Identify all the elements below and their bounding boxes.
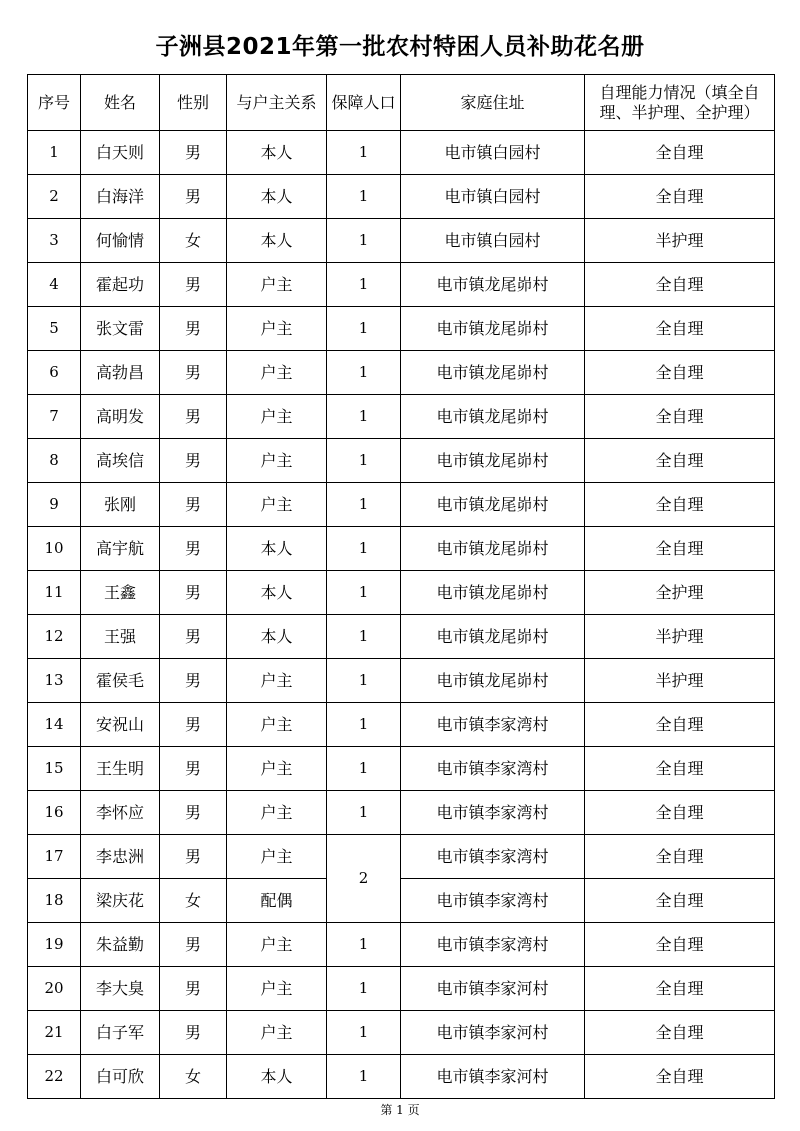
cell-ability: 全自理: [585, 395, 775, 439]
cell-no: 15: [28, 747, 81, 791]
cell-ability: 全自理: [585, 263, 775, 307]
cell-name: 王生明: [81, 747, 160, 791]
cell-name: 李忠洲: [81, 835, 160, 879]
cell-relation: 户主: [227, 747, 327, 791]
cell-gender: 男: [160, 263, 227, 307]
cell-ability: 半护理: [585, 615, 775, 659]
table-row: [28, 439, 775, 483]
cell-no: 12: [28, 615, 81, 659]
cell-ability: 全自理: [585, 747, 775, 791]
cell-population: 1: [327, 791, 401, 835]
cell-relation: 本人: [227, 527, 327, 571]
cell-name: 何愉情: [81, 219, 160, 263]
cell-ability: 半护理: [585, 659, 775, 703]
cell-ability: 全自理: [585, 131, 775, 175]
table-row: [28, 263, 775, 307]
cell-no: 3: [28, 219, 81, 263]
cell-no: 20: [28, 967, 81, 1011]
cell-address: 电市镇李家河村: [401, 1011, 585, 1055]
cell-no: 11: [28, 571, 81, 615]
cell-name: 高明发: [81, 395, 160, 439]
cell-address: 电市镇龙尾峁村: [401, 351, 585, 395]
cell-population: 1: [327, 307, 401, 351]
header-no: 序号: [28, 75, 81, 131]
table-row: [28, 175, 775, 219]
table-row: [28, 571, 775, 615]
cell-name: 霍侯毛: [81, 659, 160, 703]
cell-name: 白子军: [81, 1011, 160, 1055]
cell-address: 电市镇龙尾峁村: [401, 307, 585, 351]
cell-gender: 男: [160, 703, 227, 747]
cell-population: 1: [327, 131, 401, 175]
cell-name: 朱益勤: [81, 923, 160, 967]
cell-no: 7: [28, 395, 81, 439]
table-row: [28, 923, 775, 967]
cell-relation: 本人: [227, 131, 327, 175]
cell-no: 4: [28, 263, 81, 307]
table-header: [28, 75, 775, 131]
cell-gender: 男: [160, 615, 227, 659]
page-title: 子洲县2021年第一批农村特困人员补助花名册: [155, 34, 645, 60]
cell-address: 电市镇李家湾村: [401, 835, 585, 879]
table-row: [28, 659, 775, 703]
page-footer: 第 1 页: [380, 1103, 420, 1117]
cell-name: 梁庆花: [81, 879, 160, 923]
table-row: [28, 703, 775, 747]
cell-no: 17: [28, 835, 81, 879]
table-row: [28, 967, 775, 1011]
table-row: [28, 351, 775, 395]
roster-table: [27, 74, 775, 1099]
cell-gender: 男: [160, 483, 227, 527]
cell-gender: 男: [160, 307, 227, 351]
cell-relation: 户主: [227, 351, 327, 395]
header-relation: 与户主关系: [227, 75, 327, 131]
cell-relation: 户主: [227, 307, 327, 351]
cell-no: 19: [28, 923, 81, 967]
table-row: [28, 307, 775, 351]
cell-no: 13: [28, 659, 81, 703]
cell-relation: 户主: [227, 659, 327, 703]
cell-gender: 男: [160, 791, 227, 835]
cell-gender: 男: [160, 351, 227, 395]
cell-population: 1: [327, 615, 401, 659]
cell-gender: 男: [160, 527, 227, 571]
cell-population: 1: [327, 703, 401, 747]
cell-address: 电市镇李家河村: [401, 1055, 585, 1099]
cell-address: 电市镇李家湾村: [401, 703, 585, 747]
cell-gender: 男: [160, 835, 227, 879]
cell-relation: 户主: [227, 967, 327, 1011]
cell-address: 电市镇李家湾村: [401, 879, 585, 923]
cell-population: 1: [327, 747, 401, 791]
cell-population: 1: [327, 659, 401, 703]
cell-name: 李大臭: [81, 967, 160, 1011]
cell-name: 高埃信: [81, 439, 160, 483]
cell-relation: 本人: [227, 615, 327, 659]
cell-no: 8: [28, 439, 81, 483]
cell-population: 1: [327, 967, 401, 1011]
cell-no: 16: [28, 791, 81, 835]
cell-address: 电市镇李家河村: [401, 967, 585, 1011]
table-row: [28, 615, 775, 659]
cell-ability: 全自理: [585, 703, 775, 747]
cell-gender: 男: [160, 967, 227, 1011]
cell-name: 安祝山: [81, 703, 160, 747]
cell-population: 1: [327, 395, 401, 439]
header-address: 家庭住址: [401, 75, 585, 131]
cell-ability: 全护理: [585, 571, 775, 615]
cell-name: 白海洋: [81, 175, 160, 219]
cell-relation: 户主: [227, 263, 327, 307]
cell-ability: 全自理: [585, 351, 775, 395]
cell-population: 1: [327, 571, 401, 615]
cell-address: 电市镇龙尾峁村: [401, 527, 585, 571]
table-row: [28, 219, 775, 263]
cell-relation: 户主: [227, 483, 327, 527]
cell-relation: 户主: [227, 923, 327, 967]
cell-gender: 男: [160, 747, 227, 791]
cell-no: 1: [28, 131, 81, 175]
cell-population: 1: [327, 483, 401, 527]
cell-address: 电市镇白园村: [401, 219, 585, 263]
table-row: [28, 835, 775, 879]
cell-address: 电市镇白园村: [401, 175, 585, 219]
cell-no: 5: [28, 307, 81, 351]
cell-relation: 户主: [227, 703, 327, 747]
table-row: [28, 1011, 775, 1055]
header-row: [28, 75, 775, 131]
cell-name: 霍起功: [81, 263, 160, 307]
cell-population: 1: [327, 1055, 401, 1099]
table-row: [28, 791, 775, 835]
cell-name: 王强: [81, 615, 160, 659]
cell-ability: 全自理: [585, 791, 775, 835]
cell-relation: 户主: [227, 791, 327, 835]
cell-ability: 全自理: [585, 879, 775, 923]
cell-address: 电市镇李家湾村: [401, 923, 585, 967]
cell-address: 电市镇龙尾峁村: [401, 439, 585, 483]
table-row: [28, 527, 775, 571]
cell-ability: 全自理: [585, 483, 775, 527]
cell-relation: 户主: [227, 395, 327, 439]
cell-gender: 女: [160, 219, 227, 263]
cell-no: 2: [28, 175, 81, 219]
cell-name: 张刚: [81, 483, 160, 527]
cell-gender: 男: [160, 175, 227, 219]
cell-ability: 全自理: [585, 923, 775, 967]
cell-ability: 全自理: [585, 175, 775, 219]
header-population: 保障人口: [327, 75, 401, 131]
cell-ability: 全自理: [585, 1055, 775, 1099]
table-row: [28, 131, 775, 175]
cell-relation: 本人: [227, 1055, 327, 1099]
cell-ability: 全自理: [585, 307, 775, 351]
cell-ability: 半护理: [585, 219, 775, 263]
cell-relation: 户主: [227, 1011, 327, 1055]
cell-address: 电市镇李家湾村: [401, 747, 585, 791]
header-name: 姓名: [81, 75, 160, 131]
cell-no: 9: [28, 483, 81, 527]
cell-ability: 全自理: [585, 439, 775, 483]
cell-population: 1: [327, 263, 401, 307]
cell-population: 1: [327, 527, 401, 571]
cell-gender: 男: [160, 439, 227, 483]
cell-gender: 男: [160, 923, 227, 967]
cell-name: 高勃昌: [81, 351, 160, 395]
cell-gender: 女: [160, 879, 227, 923]
cell-population: 1: [327, 351, 401, 395]
cell-relation: 本人: [227, 175, 327, 219]
cell-address: 电市镇龙尾峁村: [401, 659, 585, 703]
cell-relation: 本人: [227, 219, 327, 263]
table-row: [28, 1055, 775, 1099]
cell-address: 电市镇龙尾峁村: [401, 571, 585, 615]
header-ability: 自理能力情况（填全自理、半护理、全护理）: [585, 75, 775, 131]
cell-population: 1: [327, 923, 401, 967]
cell-population: 1: [327, 1011, 401, 1055]
table-row: [28, 395, 775, 439]
cell-name: 高宇航: [81, 527, 160, 571]
cell-no: 18: [28, 879, 81, 923]
cell-relation: 本人: [227, 571, 327, 615]
cell-relation: 配偶: [227, 879, 327, 923]
cell-population: 1: [327, 175, 401, 219]
table-body: [28, 131, 775, 1099]
table-row: [28, 483, 775, 527]
cell-address: 电市镇龙尾峁村: [401, 395, 585, 439]
cell-gender: 男: [160, 131, 227, 175]
cell-ability: 全自理: [585, 835, 775, 879]
cell-address: 电市镇龙尾峁村: [401, 615, 585, 659]
cell-gender: 男: [160, 571, 227, 615]
cell-gender: 男: [160, 659, 227, 703]
cell-address: 电市镇龙尾峁村: [401, 263, 585, 307]
cell-gender: 男: [160, 395, 227, 439]
cell-ability: 全自理: [585, 527, 775, 571]
cell-population: 1: [327, 219, 401, 263]
table-row: [28, 747, 775, 791]
cell-no: 14: [28, 703, 81, 747]
cell-relation: 户主: [227, 439, 327, 483]
cell-name: 白可欣: [81, 1055, 160, 1099]
cell-address: 电市镇龙尾峁村: [401, 483, 585, 527]
cell-no: 22: [28, 1055, 81, 1099]
cell-name: 白天则: [81, 131, 160, 175]
cell-gender: 男: [160, 1011, 227, 1055]
cell-name: 张文雷: [81, 307, 160, 351]
cell-population: 1: [327, 439, 401, 483]
cell-ability: 全自理: [585, 967, 775, 1011]
cell-no: 6: [28, 351, 81, 395]
header-gender: 性别: [160, 75, 227, 131]
cell-no: 10: [28, 527, 81, 571]
cell-population: 2: [327, 835, 401, 923]
cell-ability: 全自理: [585, 1011, 775, 1055]
cell-relation: 户主: [227, 835, 327, 879]
cell-name: 李怀应: [81, 791, 160, 835]
cell-no: 21: [28, 1011, 81, 1055]
cell-address: 电市镇白园村: [401, 131, 585, 175]
table-row: [28, 879, 775, 923]
cell-address: 电市镇李家湾村: [401, 791, 585, 835]
cell-gender: 女: [160, 1055, 227, 1099]
cell-name: 王鑫: [81, 571, 160, 615]
